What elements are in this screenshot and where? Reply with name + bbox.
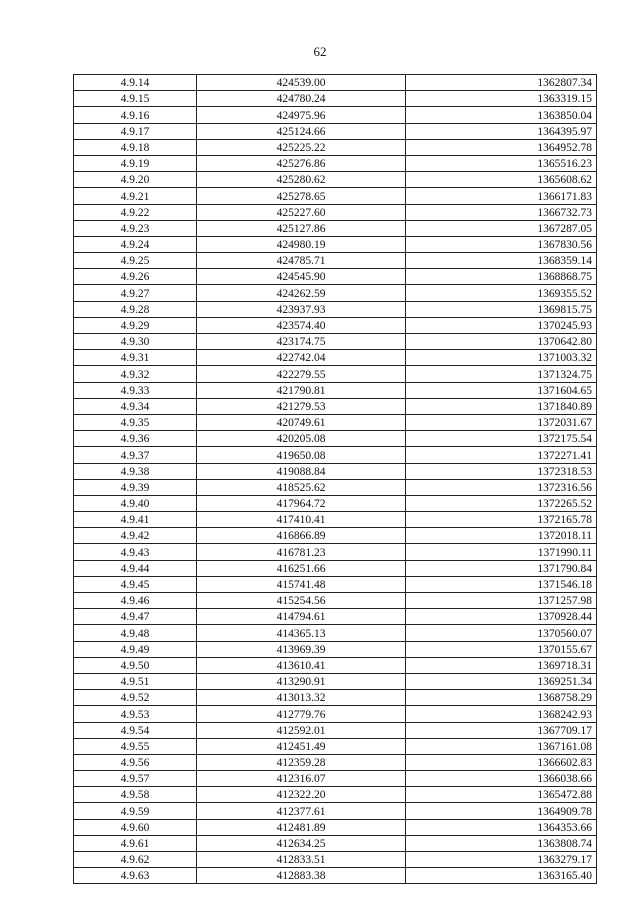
point-number-cell: 4.9.50 <box>74 657 197 673</box>
x-coordinate-cell: 420749.61 <box>197 414 406 430</box>
x-coordinate-cell: 424780.24 <box>197 91 406 107</box>
point-number-cell: 4.9.47 <box>74 609 197 625</box>
y-coordinate-cell: 1363279.17 <box>406 852 597 868</box>
table-row <box>74 107 597 123</box>
table-row <box>74 447 597 463</box>
table-row <box>74 738 597 754</box>
point-number-cell: 4.9.23 <box>74 220 197 236</box>
table-row <box>74 188 597 204</box>
x-coordinate-cell: 415254.56 <box>197 593 406 609</box>
point-number-cell: 4.9.15 <box>74 91 197 107</box>
x-coordinate-cell: 412634.25 <box>197 835 406 851</box>
table-row <box>74 609 597 625</box>
y-coordinate-cell: 1371990.11 <box>406 544 597 560</box>
point-number-cell: 4.9.20 <box>74 172 197 188</box>
table-row <box>74 803 597 819</box>
y-coordinate-cell: 1369815.75 <box>406 301 597 317</box>
y-coordinate-cell: 1365472.88 <box>406 787 597 803</box>
point-number-cell: 4.9.39 <box>74 479 197 495</box>
point-number-cell: 4.9.38 <box>74 463 197 479</box>
y-coordinate-cell: 1367161.08 <box>406 738 597 754</box>
x-coordinate-cell: 414365.13 <box>197 625 406 641</box>
table-row <box>74 835 597 851</box>
y-coordinate-cell: 1365516.23 <box>406 155 597 171</box>
table-row <box>74 641 597 657</box>
x-coordinate-cell: 425278.65 <box>197 188 406 204</box>
table-row <box>74 366 597 382</box>
y-coordinate-cell: 1372175.54 <box>406 431 597 447</box>
x-coordinate-cell: 413969.39 <box>197 641 406 657</box>
x-coordinate-cell: 419650.08 <box>197 447 406 463</box>
x-coordinate-cell: 412481.89 <box>197 819 406 835</box>
table-row <box>74 204 597 220</box>
table-row <box>74 852 597 868</box>
table-row <box>74 269 597 285</box>
table-row <box>74 560 597 576</box>
table-row <box>74 172 597 188</box>
table-row <box>74 91 597 107</box>
y-coordinate-cell: 1371324.75 <box>406 366 597 382</box>
table-row <box>74 479 597 495</box>
y-coordinate-cell: 1366732.73 <box>406 204 597 220</box>
y-coordinate-cell: 1367709.17 <box>406 722 597 738</box>
y-coordinate-cell: 1370642.80 <box>406 334 597 350</box>
x-coordinate-cell: 424539.00 <box>197 75 406 91</box>
table-row <box>74 334 597 350</box>
y-coordinate-cell: 1368758.29 <box>406 690 597 706</box>
point-number-cell: 4.9.62 <box>74 852 197 868</box>
table-row <box>74 220 597 236</box>
table-row <box>74 285 597 301</box>
coordinates-table-body <box>74 75 597 884</box>
point-number-cell: 4.9.56 <box>74 754 197 770</box>
table-row <box>74 317 597 333</box>
point-number-cell: 4.9.63 <box>74 868 197 884</box>
y-coordinate-cell: 1365608.62 <box>406 172 597 188</box>
y-coordinate-cell: 1372018.11 <box>406 528 597 544</box>
x-coordinate-cell: 416251.66 <box>197 560 406 576</box>
point-number-cell: 4.9.17 <box>74 123 197 139</box>
point-number-cell: 4.9.53 <box>74 706 197 722</box>
x-coordinate-cell: 414794.61 <box>197 609 406 625</box>
y-coordinate-cell: 1368868.75 <box>406 269 597 285</box>
table-row <box>74 350 597 366</box>
y-coordinate-cell: 1370245.93 <box>406 317 597 333</box>
point-number-cell: 4.9.30 <box>74 334 197 350</box>
y-coordinate-cell: 1366602.83 <box>406 754 597 770</box>
table-row <box>74 690 597 706</box>
point-number-cell: 4.9.25 <box>74 253 197 269</box>
point-number-cell: 4.9.34 <box>74 398 197 414</box>
point-number-cell: 4.9.24 <box>74 236 197 252</box>
point-number-cell: 4.9.46 <box>74 593 197 609</box>
x-coordinate-cell: 423174.75 <box>197 334 406 350</box>
x-coordinate-cell: 413290.91 <box>197 673 406 689</box>
x-coordinate-cell: 421790.81 <box>197 382 406 398</box>
point-number-cell: 4.9.52 <box>74 690 197 706</box>
table-row <box>74 706 597 722</box>
x-coordinate-cell: 422742.04 <box>197 350 406 366</box>
x-coordinate-cell: 423574.40 <box>197 317 406 333</box>
x-coordinate-cell: 425225.22 <box>197 139 406 155</box>
table-row <box>74 754 597 770</box>
point-number-cell: 4.9.29 <box>74 317 197 333</box>
x-coordinate-cell: 413013.32 <box>197 690 406 706</box>
x-coordinate-cell: 412779.76 <box>197 706 406 722</box>
x-coordinate-cell: 417410.41 <box>197 512 406 528</box>
point-number-cell: 4.9.16 <box>74 107 197 123</box>
point-number-cell: 4.9.22 <box>74 204 197 220</box>
table-row <box>74 398 597 414</box>
x-coordinate-cell: 416866.89 <box>197 528 406 544</box>
point-number-cell: 4.9.32 <box>74 366 197 382</box>
x-coordinate-cell: 412883.38 <box>197 868 406 884</box>
x-coordinate-cell: 425280.62 <box>197 172 406 188</box>
x-coordinate-cell: 412322.20 <box>197 787 406 803</box>
y-coordinate-cell: 1363850.04 <box>406 107 597 123</box>
y-coordinate-cell: 1364395.97 <box>406 123 597 139</box>
y-coordinate-cell: 1371257.98 <box>406 593 597 609</box>
y-coordinate-cell: 1371546.18 <box>406 576 597 592</box>
y-coordinate-cell: 1364952.78 <box>406 139 597 155</box>
y-coordinate-cell: 1363808.74 <box>406 835 597 851</box>
x-coordinate-cell: 423937.93 <box>197 301 406 317</box>
x-coordinate-cell: 422279.55 <box>197 366 406 382</box>
y-coordinate-cell: 1372265.52 <box>406 495 597 511</box>
x-coordinate-cell: 419088.84 <box>197 463 406 479</box>
y-coordinate-cell: 1368242.93 <box>406 706 597 722</box>
table-row <box>74 75 597 91</box>
point-number-cell: 4.9.31 <box>74 350 197 366</box>
point-number-cell: 4.9.41 <box>74 512 197 528</box>
y-coordinate-cell: 1369251.34 <box>406 673 597 689</box>
point-number-cell: 4.9.27 <box>74 285 197 301</box>
y-coordinate-cell: 1372165.78 <box>406 512 597 528</box>
y-coordinate-cell: 1370560.07 <box>406 625 597 641</box>
x-coordinate-cell: 415741.48 <box>197 576 406 592</box>
table-row <box>74 625 597 641</box>
x-coordinate-cell: 425227.60 <box>197 204 406 220</box>
x-coordinate-cell: 412592.01 <box>197 722 406 738</box>
point-number-cell: 4.9.57 <box>74 771 197 787</box>
y-coordinate-cell: 1368359.14 <box>406 253 597 269</box>
table-row <box>74 528 597 544</box>
x-coordinate-cell: 424262.59 <box>197 285 406 301</box>
x-coordinate-cell: 424975.96 <box>197 107 406 123</box>
point-number-cell: 4.9.59 <box>74 803 197 819</box>
x-coordinate-cell: 413610.41 <box>197 657 406 673</box>
table-row <box>74 236 597 252</box>
table-row <box>74 431 597 447</box>
y-coordinate-cell: 1364353.66 <box>406 819 597 835</box>
table-row <box>74 139 597 155</box>
point-number-cell: 4.9.36 <box>74 431 197 447</box>
point-number-cell: 4.9.14 <box>74 75 197 91</box>
point-number-cell: 4.9.58 <box>74 787 197 803</box>
y-coordinate-cell: 1370928.44 <box>406 609 597 625</box>
table-row <box>74 155 597 171</box>
x-coordinate-cell: 425127.86 <box>197 220 406 236</box>
table-row <box>74 414 597 430</box>
table-row <box>74 771 597 787</box>
y-coordinate-cell: 1366038.66 <box>406 771 597 787</box>
x-coordinate-cell: 424980.19 <box>197 236 406 252</box>
point-number-cell: 4.9.54 <box>74 722 197 738</box>
y-coordinate-cell: 1363165.40 <box>406 868 597 884</box>
point-number-cell: 4.9.40 <box>74 495 197 511</box>
page-number: 62 <box>313 44 327 59</box>
table-row <box>74 512 597 528</box>
point-number-cell: 4.9.60 <box>74 819 197 835</box>
table-row <box>74 123 597 139</box>
x-coordinate-cell: 424545.90 <box>197 269 406 285</box>
x-coordinate-cell: 412359.28 <box>197 754 406 770</box>
table-row <box>74 657 597 673</box>
y-coordinate-cell: 1363319.15 <box>406 91 597 107</box>
x-coordinate-cell: 420205.08 <box>197 431 406 447</box>
y-coordinate-cell: 1372271.41 <box>406 447 597 463</box>
x-coordinate-cell: 412316.07 <box>197 771 406 787</box>
y-coordinate-cell: 1371003.32 <box>406 350 597 366</box>
y-coordinate-cell: 1366171.83 <box>406 188 597 204</box>
table-row <box>74 787 597 803</box>
x-coordinate-cell: 425124.66 <box>197 123 406 139</box>
point-number-cell: 4.9.26 <box>74 269 197 285</box>
y-coordinate-cell: 1372318.53 <box>406 463 597 479</box>
x-coordinate-cell: 417964.72 <box>197 495 406 511</box>
y-coordinate-cell: 1372031.67 <box>406 414 597 430</box>
point-number-cell: 4.9.28 <box>74 301 197 317</box>
y-coordinate-cell: 1369355.52 <box>406 285 597 301</box>
table-row <box>74 463 597 479</box>
table-row <box>74 868 597 884</box>
table-row <box>74 593 597 609</box>
y-coordinate-cell: 1362807.34 <box>406 75 597 91</box>
y-coordinate-cell: 1364909.78 <box>406 803 597 819</box>
point-number-cell: 4.9.19 <box>74 155 197 171</box>
point-number-cell: 4.9.51 <box>74 673 197 689</box>
y-coordinate-cell: 1370155.67 <box>406 641 597 657</box>
y-coordinate-cell: 1371790.84 <box>406 560 597 576</box>
y-coordinate-cell: 1371604.65 <box>406 382 597 398</box>
table-row <box>74 382 597 398</box>
coordinates-table <box>73 74 597 884</box>
point-number-cell: 4.9.55 <box>74 738 197 754</box>
point-number-cell: 4.9.45 <box>74 576 197 592</box>
x-coordinate-cell: 416781.23 <box>197 544 406 560</box>
table-row <box>74 253 597 269</box>
table-row <box>74 576 597 592</box>
point-number-cell: 4.9.49 <box>74 641 197 657</box>
x-coordinate-cell: 424785.71 <box>197 253 406 269</box>
y-coordinate-cell: 1367287.05 <box>406 220 597 236</box>
x-coordinate-cell: 421279.53 <box>197 398 406 414</box>
point-number-cell: 4.9.48 <box>74 625 197 641</box>
point-number-cell: 4.9.61 <box>74 835 197 851</box>
table-row <box>74 495 597 511</box>
point-number-cell: 4.9.37 <box>74 447 197 463</box>
x-coordinate-cell: 412451.49 <box>197 738 406 754</box>
x-coordinate-cell: 425276.86 <box>197 155 406 171</box>
x-coordinate-cell: 418525.62 <box>197 479 406 495</box>
y-coordinate-cell: 1372316.56 <box>406 479 597 495</box>
x-coordinate-cell: 412833.51 <box>197 852 406 868</box>
point-number-cell: 4.9.33 <box>74 382 197 398</box>
y-coordinate-cell: 1369718.31 <box>406 657 597 673</box>
x-coordinate-cell: 412377.61 <box>197 803 406 819</box>
table-row <box>74 673 597 689</box>
point-number-cell: 4.9.43 <box>74 544 197 560</box>
point-number-cell: 4.9.44 <box>74 560 197 576</box>
y-coordinate-cell: 1367830.56 <box>406 236 597 252</box>
table-row <box>74 819 597 835</box>
table-row <box>74 544 597 560</box>
table-row <box>74 722 597 738</box>
y-coordinate-cell: 1371840.89 <box>406 398 597 414</box>
point-number-cell: 4.9.42 <box>74 528 197 544</box>
point-number-cell: 4.9.35 <box>74 414 197 430</box>
table-row <box>74 301 597 317</box>
point-number-cell: 4.9.21 <box>74 188 197 204</box>
point-number-cell: 4.9.18 <box>74 139 197 155</box>
